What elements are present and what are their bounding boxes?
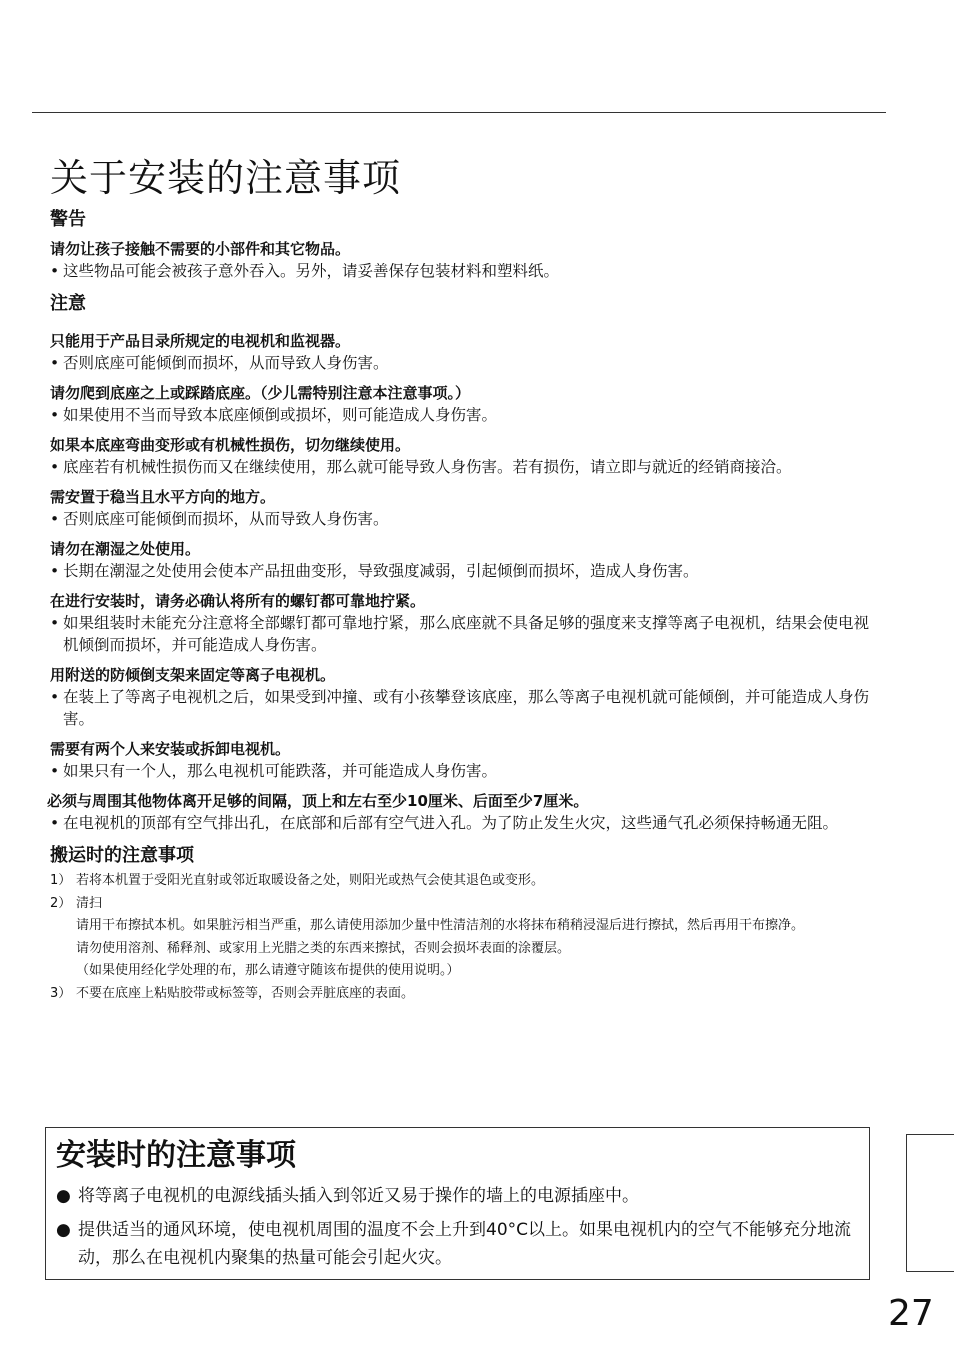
caution-item-bullet: • 在电视机的顶部有空气排出孔，在底部和后部有空气进入孔。为了防止发生火灾，这些通气孔必须保持畅通无阻。 xyxy=(50,814,839,832)
page-title: 关于安装的注意事项 xyxy=(50,156,402,200)
top-rule xyxy=(32,112,886,113)
transport-note: 1） 若将本机置于受阳光直射或邻近取暖设备之处，则阳光或热气会使其退色或变形。 xyxy=(50,873,545,888)
caution-item-title: 在进行安装时，请务必确认将所有的螺钉都可靠地拧紧。 xyxy=(50,592,426,610)
install-box-item: ● 将等离子电视机的电源线插头插入到邻近又易于操作的墙上的电源插座中。 xyxy=(56,1182,878,1210)
warning-heading: 警告 xyxy=(50,209,86,230)
transport-note-detail: 请用干布擦拭本机。如果脏污相当严重，那么请使用添加少量中性清洁剂的水将抹布稍稍浸湿后进行擦拭，然后再用干布擦净。 xyxy=(76,918,805,933)
warning-item-bullet: • 这些物品可能会被孩子意外吞入。另外，请妥善保存包装材料和塑料纸。 xyxy=(50,262,560,280)
install-box-item: ● 提供适当的通风环境，使电视机周围的温度不会上升到40°C以上。如果电视机内的空气不能够充分地流动，那么在电视机内聚集的热量可能会引起火灾。 xyxy=(56,1216,878,1272)
bullet-dot-icon: ● xyxy=(56,1220,71,1240)
caution-heading: 注意 xyxy=(50,293,86,314)
transport-note: 2） 清扫 xyxy=(50,895,103,911)
install-precautions-box xyxy=(45,1127,870,1280)
caution-item-title: 用附送的防倾倒支架来固定等离子电视机。 xyxy=(50,666,336,684)
caution-item-title: 请勿在潮湿之处使用。 xyxy=(50,540,201,558)
caution-item-title: 如果本底座弯曲变形或有机械性损伤，切勿继续使用。 xyxy=(50,436,411,454)
caution-item-bullet: • 否则底座可能倾倒而损坏，从而导致人身伤害。 xyxy=(50,510,389,528)
caution-item-bullet: • 在装上了等离子电视机之后，如果受到冲撞、或有小孩攀登该底座，那么等离子电视机就可能倾倒，并可能造成人身伤害。 xyxy=(50,688,870,728)
transport-note: 3） 不要在底座上粘贴胶带或标签等，否则会弄脏底座的表面。 xyxy=(50,985,415,1001)
bullet-dot-icon: ● xyxy=(56,1186,71,1206)
caution-item-bullet: • 底座若有机械性损伤而又在继续使用，那么就可能导致人身伤害。若有损伤，请立即与就近的经销商接洽。 xyxy=(50,458,792,476)
caution-item-bullet: • 如果使用不当而导致本底座倾倒或损坏，则可能造成人身伤害。 xyxy=(50,406,498,424)
side-tab xyxy=(906,1134,954,1272)
caution-item-title: 必须与周围其他物体离开足够的间隔，顶上和左右至少10厘米、后面至少7厘米。 xyxy=(47,792,589,810)
caution-item-bullet: • 否则底座可能倾倒而损坏，从而导致人身伤害。 xyxy=(50,354,389,372)
transport-heading: 搬运时的注意事项 xyxy=(50,845,194,866)
caution-item-title: 只能用于产品目录所规定的电视机和监视器。 xyxy=(50,332,351,350)
install-box-title: 安装时的注意事项 xyxy=(56,1138,296,1173)
transport-note-detail: （如果使用经化学处理的布，那么请遵守随该布提供的使用说明。） xyxy=(76,963,460,978)
caution-item-bullet: • 如果只有一个人，那么电视机可能跌落，并可能造成人身伤害。 xyxy=(50,762,498,780)
caution-item-title: 需要有两个人来安装或拆卸电视机。 xyxy=(50,740,291,758)
main-content xyxy=(47,206,878,1005)
transport-note-detail: 请勿使用溶剂、稀释剂、或家用上光腊之类的东西来擦拭，否则会损坏表面的涂覆层。 xyxy=(76,940,571,956)
caution-item-title: 需安置于稳当且水平方向的地方。 xyxy=(50,488,276,506)
caution-item-bullet: • 如果组装时未能充分注意将全部螺钉都可靠地拧紧，那么底座就不具备足够的强度来支撑等离子电视机，结果会使电视机倾倒而损坏，并可能造成人身伤害。 xyxy=(50,614,870,654)
page-number: 27 xyxy=(888,1293,934,1334)
warning-item-title: 请勿让孩子接触不需要的小部件和其它物品。 xyxy=(50,240,351,258)
caution-item-bullet: • 长期在潮湿之处使用会使本产品扭曲变形，导致强度减弱，引起倾倒而损坏，造成人身伤害。 xyxy=(50,562,699,580)
caution-item-title: 请勿爬到底座之上或踩踏底座。（少儿需特别注意本注意事项。） xyxy=(50,384,471,402)
